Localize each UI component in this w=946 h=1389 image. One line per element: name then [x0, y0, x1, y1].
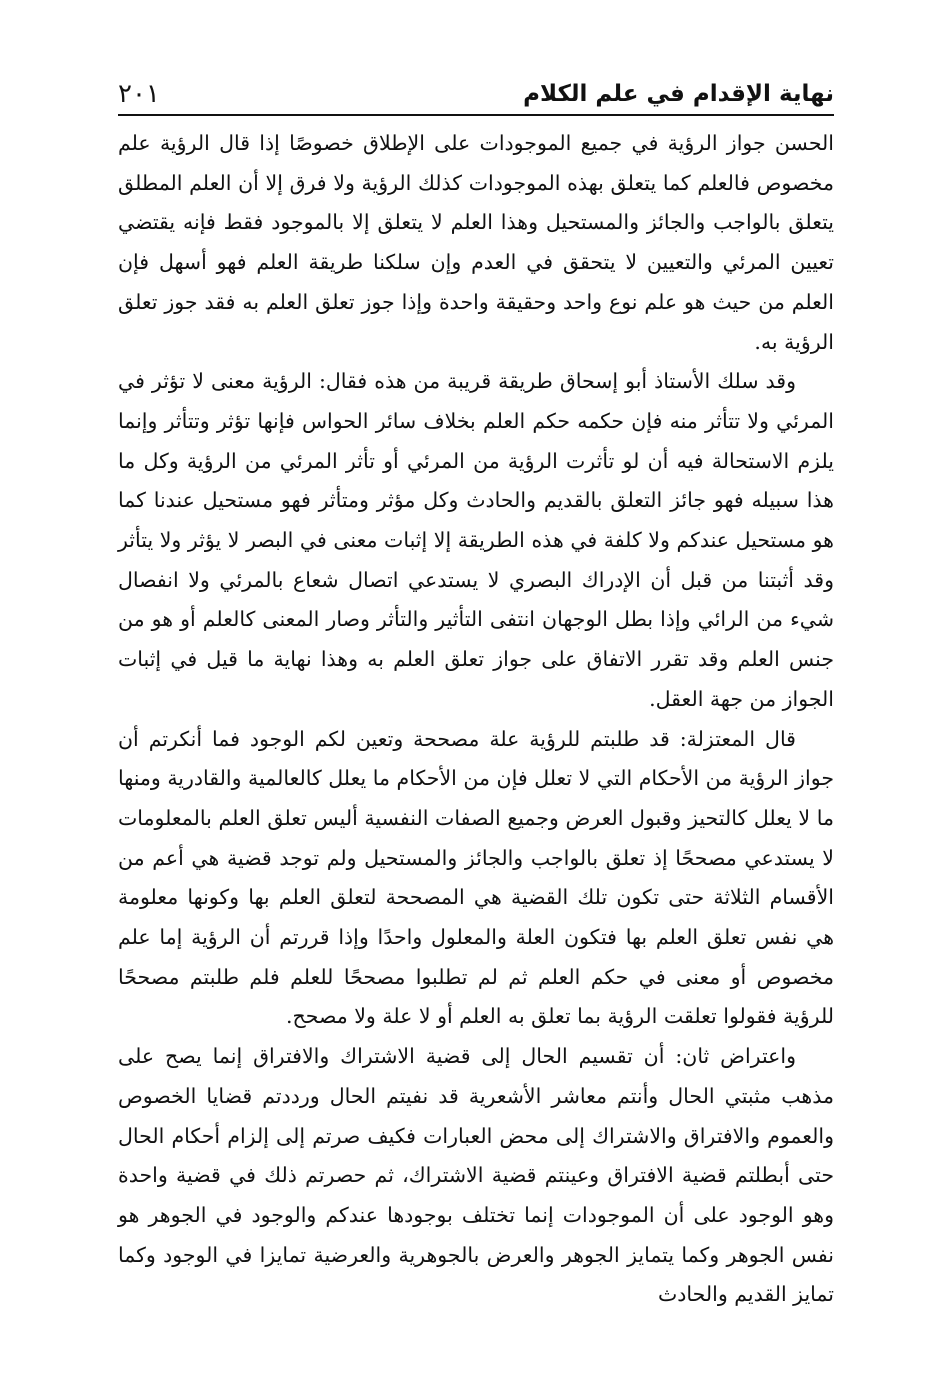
paragraph-mutazila: قال المعتزلة: قد طلبتم للرؤية علة مصححة وتعين لكم الوجود فما أنكرتم أن جواز الرؤية من الأحكام التي لا تعلل فإن من الأحكام ما يعلل كالعالمية والقادرية ومنها ما لا يعلل كالتحيز وقبول العرض وجميع الصفات النفسية أليس تعلق العلم بالمعلومات لا يستدعي مصححًا إذ تعلق بالواجب والجائز والمستحيل ولم توجد قضية هي أعم من الأقسام الثلاثة حتى تكون تلك القضية هي المصححة لتعلق العلم بها وكونها معلومة هي نفس تعلق العلم بها فتكون العلة والمعلول واحدًا وإذا قررتم أن الرؤية إما علم مخصوص أو معنى في حكم العلم ثم لم تطلبوا مصححًا للعلم فلم طلبتم مصححًا للرؤية فقولوا تعلقت الرؤية بما تعلق به العلم أو لا علة ولا مصحح.	[118, 726, 834, 1029]
page-header	[118, 70, 834, 110]
page-number: ٢٠١	[118, 79, 160, 109]
body-text	[118, 124, 834, 1315]
paragraph-continuation: الحسن جواز الرؤية في جميع الموجودات على الإطلاق خصوصًا إذا قال الرؤية علم مخصوص فالعلم كما يتعلق بهذه الموجودات كذلك الرؤية ولا فرق إلا أن العلم المطلق يتعلق بالواجب والجائز والمستحيل وهذا العلم لا يتعلق إلا بالموجود فقط فإنه يقتضي تعيين المرئي والتعيين لا يتحقق في العدم وإن سلكنا طريقة العلم فهو أسهل فإن العلم من حيث هو علم نوع واحد وحقيقة واحدة وإذا جوز تعلق العلم به فقد جوز تعلق الرؤية به.	[118, 131, 834, 354]
paragraph-second-objection: واعتراض ثان: أن تقسيم الحال إلى قضية الاشتراك والافتراق إنما يصح على مذهب مثبتي الحال وأنتم معاشر الأشعرية قد نفيتم الحال ورددتم قضايا الخصوص والعموم والافتراق والاشتراك إلى محض العبارات فكيف صرتم إلى إلزام أحكام الحال حتى أبطلتم قضية الافتراق وعينتم قضية الاشتراك، ثم حصرتم ذلك في قضية واحدة وهو الوجود على أن الموجودات إنما تختلف بوجودها عندكم والوجود في الجوهر هو نفس الجوهر وكما يتمايز الجوهر والعرض بالجوهرية والعرضية تمايزا في الوجود وكما تمايز القديم والحادث	[118, 1044, 834, 1307]
running-title: نهاية الإقدام في علم الكلام	[523, 81, 834, 107]
paragraph-abu-ishaq: وقد سلك الأستاذ أبو إسحاق طريقة قريبة من هذه فقال: الرؤية معنى لا تؤثر في المرئي ولا تتأثر منه فإن حكمه حكم العلم بخلاف سائر الحواس فإنها تؤثر وتتأثر وإنما يلزم الاستحالة فيه أن لو تأثرت الرؤية من المرئي أو تأثر المرئي من الرؤية وكل ما هذا سبيله فهو جائز التعلق بالقديم والحادث وكل مؤثر ومتأثر فهو مستحيل عندنا كما هو مستحيل عندكم ولا كلفة في هذه الطريقة إلا إثبات معنى في البصر لا يؤثر ولا يتأثر وقد أثبتنا من قبل أن الإدراك البصري لا يستدعي اتصال شعاع بالمرئي ولا انفصال شيء من الرائي وإذا بطل الوجهان انتفى التأثير والتأثر وصار المعنى كالعلم أو هو من جنس العلم وقد تقرر الاتفاق على جواز تعلق العلم به وهذا نهاية ما قيل في إثبات الجواز من جهة العقل.	[118, 369, 834, 711]
header-rule	[118, 114, 834, 116]
